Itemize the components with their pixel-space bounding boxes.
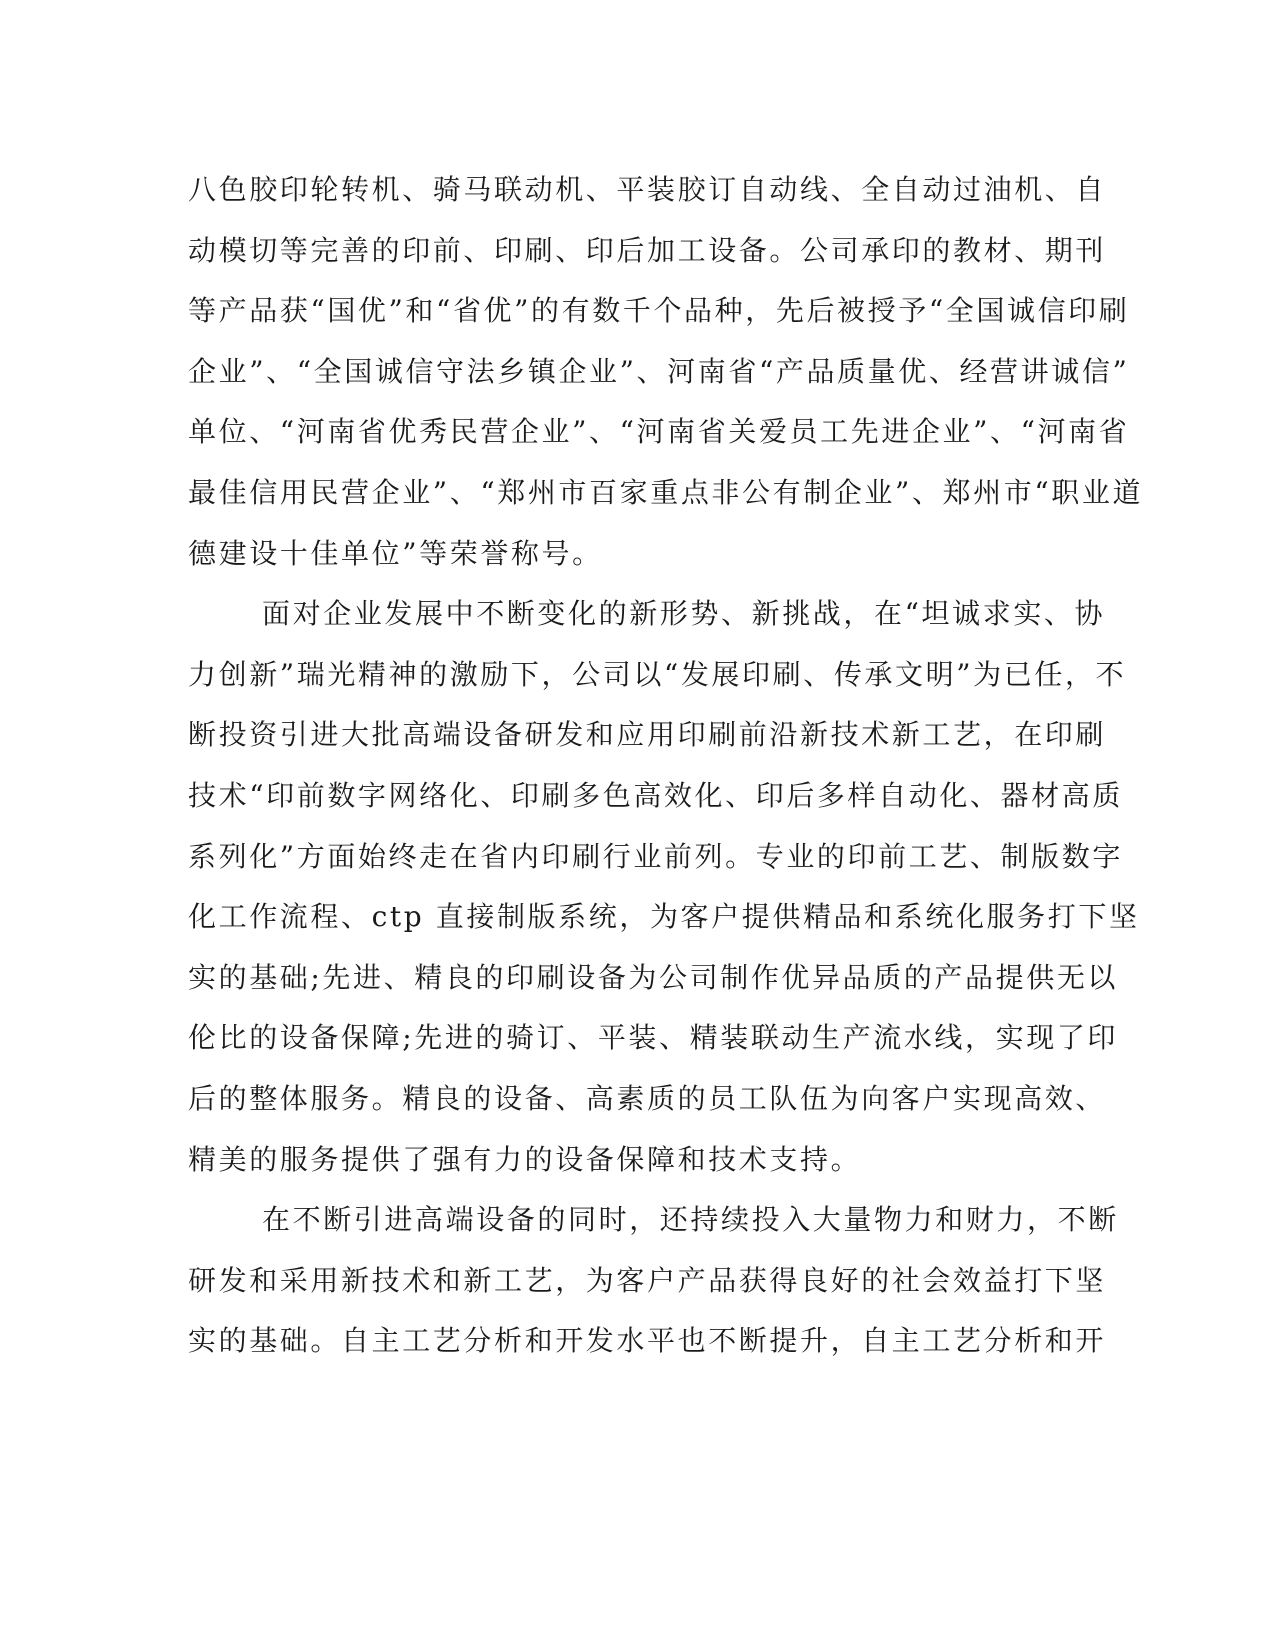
text-line: 伦比的设备保障;先进的骑订、平装、精装联动生产流水线，实现了印 [188,1021,1119,1055]
text-line: 后的整体服务。精良的设备、高素质的员工队伍为向客户实现高效、 [188,1081,1107,1115]
text-line: 实的基础;先进、精良的印刷设备为公司制作优异品质的产品提供无以 [188,960,1119,994]
text-line: 德建设十佳单位”等荣誉称号。 [188,536,603,570]
text-line: 企业”、“全国诚信守法乡镇企业”、河南省“产品质量优、经营讲诚信” [188,354,1130,388]
text-line: 等产品获“国优”和“省优”的有数千个品种，先后被授予“全国诚信印刷 [188,294,1130,328]
text-line: 实的基础。自主工艺分析和开发水平也不断提升，自主工艺分析和开 [188,1324,1107,1358]
text-line: 动模切等完善的印前、印刷、印后加工设备。公司承印的教材、期刊 [188,233,1107,267]
paragraph-start-line: 在不断引进高端设备的同时，还持续投入大量物力和财力，不断 [262,1203,1119,1237]
text-line: 力创新”瑞光精神的激励下，公司以“发展印刷、传承文明”为已任，不 [188,657,1127,691]
text-line: 技术“印前数字网络化、印刷多色高效化、印后多样自动化、器材高质 [188,778,1123,812]
text-line: 断投资引进大批高端设备研发和应用印刷前沿新技术新工艺，在印刷 [188,718,1107,752]
paragraph-start-line: 面对企业发展中不断变化的新形势、新挑战，在“坦诚求实、协 [262,597,1106,631]
text-line: 化工作流程、ctp 直接制版系统，为客户提供精品和系统化服务打下坚 [188,900,1140,934]
text-line: 精美的服务提供了强有力的设备保障和技术支持。 [188,1142,862,1176]
text-line: 系列化”方面始终走在省内印刷行业前列。专业的印前工艺、制版数字 [188,839,1123,873]
text-line: 单位、“河南省优秀民营企业”、“河南省关爱员工先进企业”、“河南省 [188,415,1130,449]
text-line: 研发和采用新技术和新工艺，为客户产品获得良好的社会效益打下坚 [188,1263,1107,1297]
text-line: 最佳信用民营企业”、“郑州市百家重点非公有制企业”、郑州市“职业道 [188,475,1144,509]
text-line: 八色胶印轮转机、骑马联动机、平装胶订自动线、全自动过油机、自 [188,173,1107,206]
body-text [188,160,1144,1372]
